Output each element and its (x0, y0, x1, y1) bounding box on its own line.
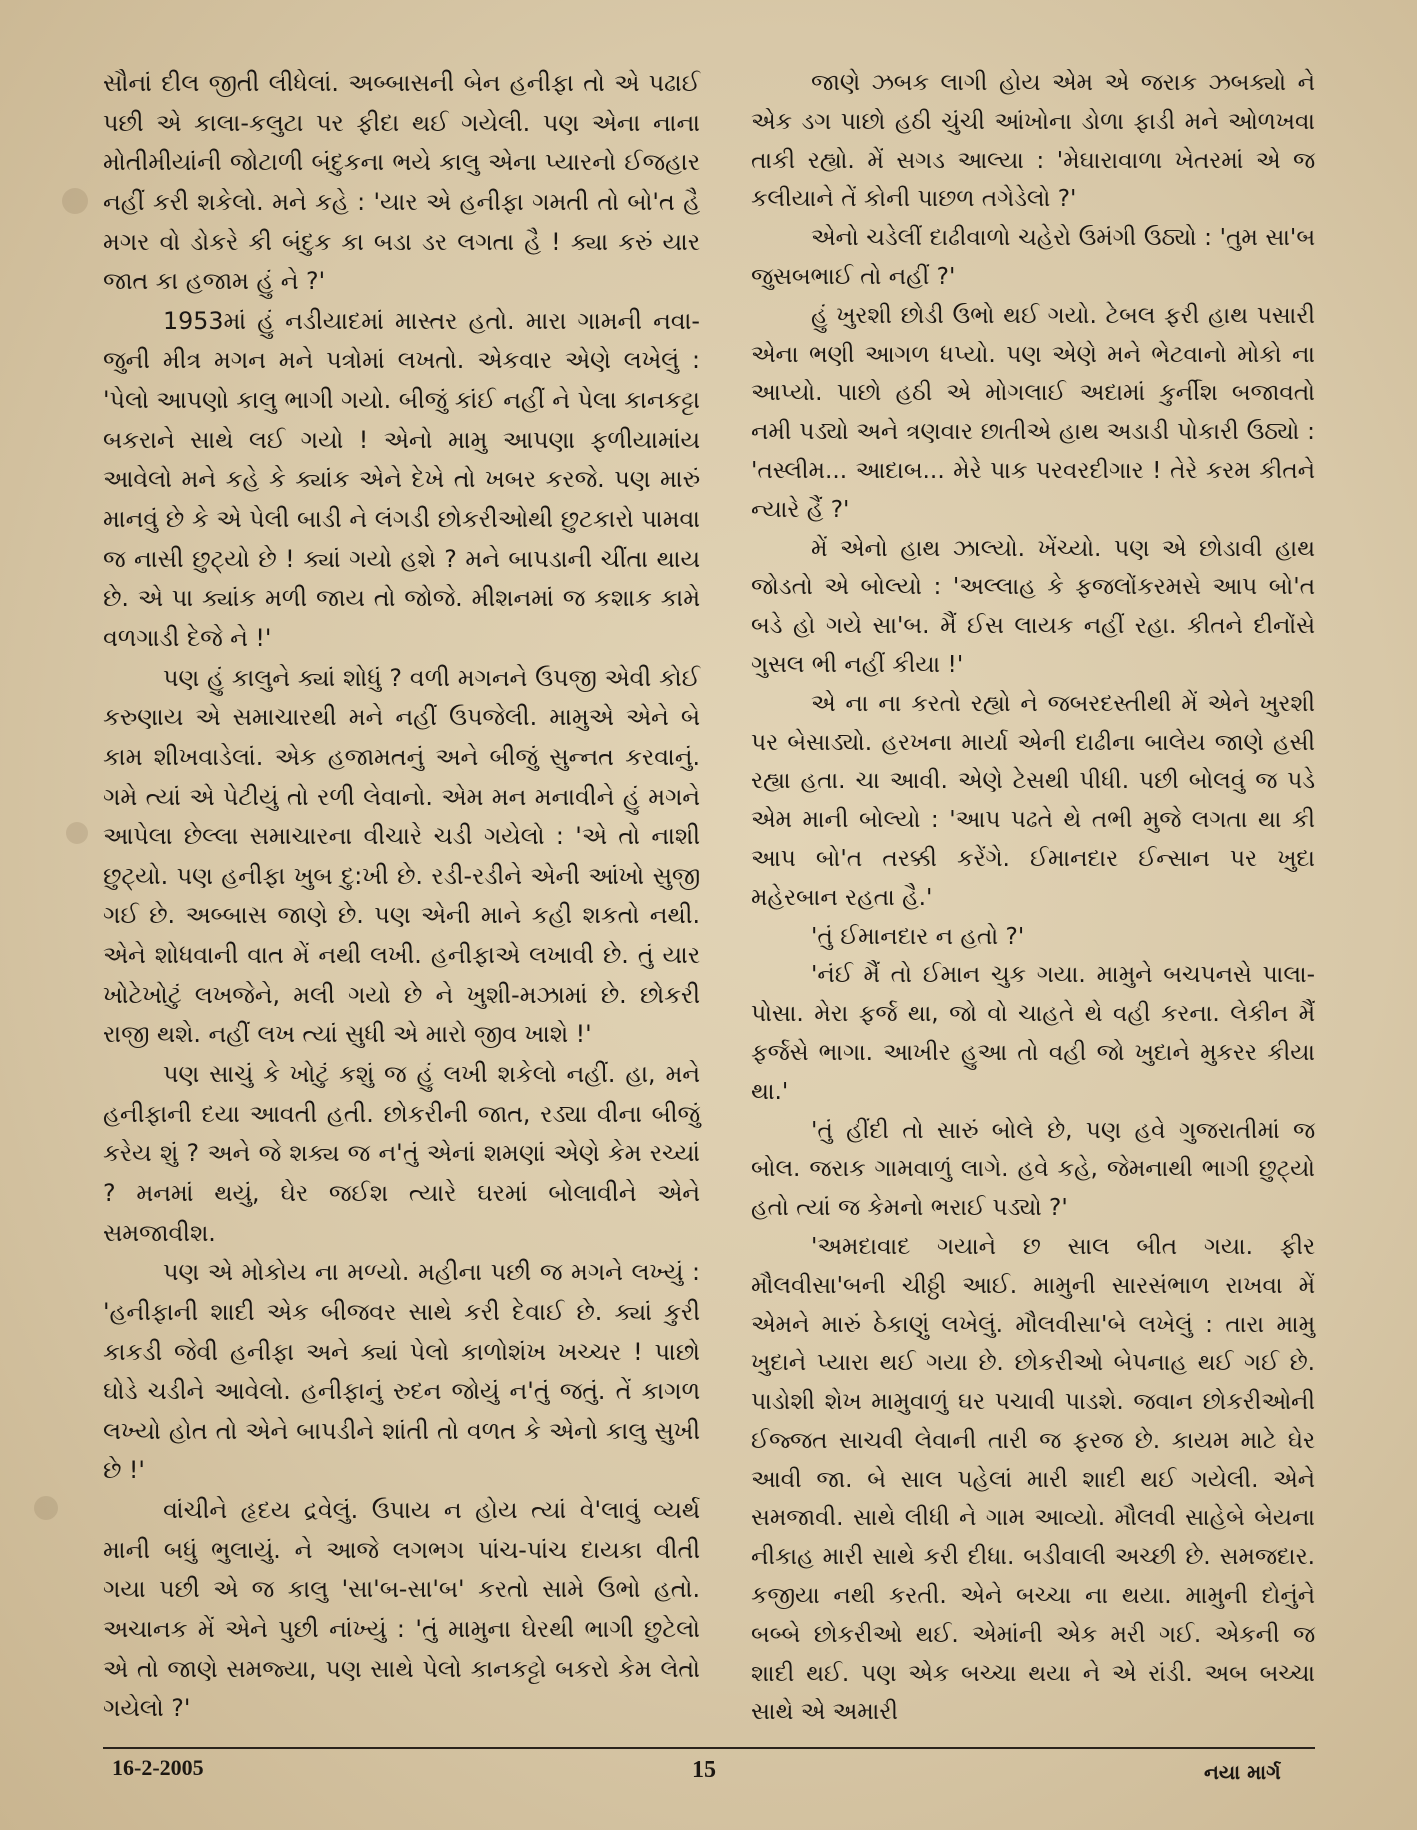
paragraph: 'નંઈ મૈં તો ઈમાન ચુક ગયા. મામુને બચપનસે પાલા-પોસા. મેરા ફર્જ થા, જો વો ચાહતે થે વહી કરના. લેકીન મૈં ફર્જસે ભાગા. આખીર હુઆ તો વહી જો ખુદાને મુકરર કીયા થા.' (751, 961, 1315, 1105)
footer-rule (103, 1747, 1315, 1749)
paragraph: એનો ચડેલીં દાઢીવાળો ચહેરો ઉમંગી ઉઠ્યો : 'તુમ સા'બ જુસબભાઈ તો નહીં ?' (751, 224, 1315, 290)
paragraph: 1953માં હું નડીયાદમાં માસ્તર હતો. મારા ગામની નવા-જુની મીત્ર મગન મને પત્રોમાં લખતો. એકવાર એણે લખેલું : 'પેલો આપણો કાલુ ભાગી ગયો. બીજું કાંઈ નહીં ને પેલા કાનકટ્ટા બકરાને સાથે લઈ ગયો ! એનો મામુ આપણા ફળીયામાંય આવેલો મને કહે કે ક્યાંક એને દેખે તો ખબર કરજે. પણ મારું માનવું છે કે એ પેલી બાડી ને લંગડી છોકરીઓથી છુટકારો પામવા જ નાસી છુટ્યો છે ! ક્યાં ગયો હશે ? મને બાપડાની ચીંતા થાય છે. એ પા ક્યાંક મળી જાય તો જોજે. મીશનમાં જ કશાક કામે વળગાડી દેજે ને !' (103, 306, 700, 652)
page-number: 15 (692, 1757, 716, 1783)
paragraph: પણ હું કાલુને ક્યાં શોધું ? વળી મગનને ઉપજી એવી કોઈ કરુણાય એ સમાચારથી મને નહીં ઉપજેલી. મામુએ એને બે કામ શીખવાડેલાં. એક હજામતનું અને બીજું સુન્નત કરવાનું. ગમે ત્યાં એ પેટીયું તો રળી લેવાનો. એમ મન મનાવીને હું મગને આપેલા છેલ્લા સમાચારના વીચારે ચડી ગયેલો : 'એ તો નાશી છુટ્યો. પણ હનીફા ખુબ દુ:ખી છે. રડી-રડીને એની આંખો સુજી ગઈ છે. અબ્બાસ જાણે છે. પણ એની માને કહી શકતો નથી. એને શોધવાની વાત મેં નથી લખી. હનીફાએ લખાવી છે. તું યાર ખોટેખોટું લખજેને, મલી ગયો છે ને ખુશી-મઝામાં છે. છોકરી રાજી થશે. નહીં લખ ત્યાં સુધી એ મારો જીવ ખાશે !' (103, 663, 700, 1049)
paragraph: 'અમદાવાદ ગયાને છ સાલ બીત ગયા. ફીર મૌલવીસા'બની ચીઠ્ઠી આઈ. મામુની સારસંભાળ રાખવા મેં એમને મારું ઠેકાણું લખેલું. મૌલવીસા'બે લખેલું : તારા મામુ ખુદાને પ્યારા થઈ ગયા છે. છોકરીઓ બેપનાહ થઈ ગઈ છે. પાડોશી શેખ મામુવાળું ઘર પચાવી પાડશે. જવાન છોકરીઓની ઈજ્જત સાચવી લેવાની તારી જ ફરજ છે. કાયમ માટે ઘેર આવી જા. બે સાલ પહેલાં મારી શાદી થઈ ગયેલી. એને સમજાવી. સાથે લીધી ને ગામ આવ્યો. મૌલવી સાહેબે બેયના નીકાહ મારી સાથે કરી દીધા. બડીવાલી અચ્છી છે. સમજદાર. કજીયા નથી કરતી. એને બચ્ચા ના થયા. મામુની દોનુંને બબ્બે છોકરીઓ થઈ. એમાંની એક મરી ગઈ. એકની જ શાદી થઈ. પણ એક બચ્ચા થયા ને એ રાંડી. અબ બચ્ચા સાથે એ અમારી (751, 1232, 1315, 1726)
paragraph: જાણે ઝબક લાગી હોય એમ એ જરાક ઝબક્યો ને એક ડગ પાછો હઠી ચુંચી આંખોના ડોળા ફાડી મને ઓળખવા તાકી રહ્યો. મેં સગડ આલ્યા : 'મેઘારાવાળા ખેતરમાં એ જ કલીયાને તેં કોની પાછળ તગેડેલો ?' (751, 69, 1315, 213)
paragraph: પણ એ મોકોય ના મળ્યો. મહીના પછી જ મગને લખ્યું : 'હનીફાની શાદી એક બીજવર સાથે કરી દેવાઈ છે. ક્યાં કુરી કાકડી જેવી હનીફા અને ક્યાં પેલો કાળોશંખ ખચ્ચર ! પાછો ઘોડે ચડીને આવેલો. હનીફાનું રુદન જોયું ન'તું જતું. તેં કાગળ લખ્યો હોત તો એને બાપડીને શાંતી તો વળત કે એનો કાલુ સુખી છે !' (103, 1258, 700, 1485)
paragraph: એ ના ના કરતો રહ્યો ને જબરદસ્તીથી મેં એને ખુરશી પર બેસાડ્યો. હરખના માર્યા એની દાઢીના બાલેય જાણે હસી રહ્યા હતા. ચા આવી. એણે ટેસથી પીધી. પછી બોલવું જ પડે એમ માની બોલ્યો : 'આપ પઢતે થે તભી મુજે લગતા થા કી આપ બો'ત તરક્કી કરેંગે. ઈમાનદાર ઈન્સાન પર ખુદા મહેરબાન રહતા હૈ.' (751, 689, 1315, 911)
paragraph: હું ખુરશી છોડી ઉભો થઈ ગયો. ટેબલ ફરી હાથ પસારી એના ભણી આગળ ધપ્યો. પણ એણે મને ભેટવાનો મોકો ના આપ્યો. પાછો હઠી એ મોગલાઈ અદામાં કુર્નીશ બજાવતો નમી પડ્યો અને ત્રણવાર છાતીએ હાથ અડાડી પોકારી ઉઠ્યો : 'તસ્લીમ... આદાબ... મેરે પાક પરવરદીગાર ! તેરે કરમ કીતને ન્યારે હૈં ?' (751, 301, 1315, 523)
footer-date: 16-2-2005 (112, 1755, 204, 1780)
paragraph: 'તું હીંદી તો સારું બોલે છે, પણ હવે ગુજરાતીમાં જ બોલ. જરાક ગામવાળું લાગે. હવે કહે, જેમનાથી ભાગી છુટ્યો હતો ત્યાં જ કેમનો ભરાઈ પડ્યો ?' (751, 1116, 1315, 1222)
paper-stain (66, 822, 88, 844)
left-column (103, 64, 700, 1729)
magazine-name: નયા માર્ગ (1204, 1760, 1281, 1784)
paragraph: સૌનાં દીલ જીતી લીધેલાં. અબ્બાસની બેન હનીફા તો એ પઢાઈ પછી એ કાલા-કલુટા પર ફીદા થઈ ગયેલી. પણ એના નાના મોતીમીયાંની જોટાળી બંદુકના ભયે કાલુ એના પ્યારનો ઈજહાર નહીં કરી શકેલો. મને કહે : 'યાર એ હનીફા ગમતી તો બો'ત હૈ મગર વો ડોકરે કી બંદુક કા બડા ડર લગતા હૈ ! ક્યા કરું યાર જાત કા હજામ હું ને ?' (103, 69, 700, 296)
paper-stain (34, 1496, 58, 1520)
paragraph: મેં એનો હાથ ઝાલ્યો. ખેંચ્યો. પણ એ છોડાવી હાથ જોડતો એ બોલ્યો : 'અલ્લાહ કે ફજલોંકરમસે આપ બો'ત બડે હો ગયે સા'બ. મૈં ઈસ લાયક નહીં રહા. કીતને દીનોંસે ગુસલ ભી નહીં કીયા !' (751, 534, 1315, 678)
paragraph: વાંચીને હૃદય દ્રવેલું. ઉપાય ન હોય ત્યાં વે'લાવું વ્યર્થ માની બધું ભુલાયું. ને આજે લગભગ પાંચ-પાંચ દાયકા વીતી ગયા પછી એ જ કાલુ 'સા'બ-સા'બ' કરતો સામે ઉભો હતો. અચાનક મેં એને પુછી નાંખ્યું : 'તું મામુના ઘેરથી ભાગી છુટેલો એ તો જાણે સમજ્યા, પણ સાથે પેલો કાનકટ્ટો બકરો કેમ લેતો ગયેલો ?' (103, 1496, 700, 1723)
paragraph: પણ સાચું કે ખોટું કશું જ હું લખી શકેલો નહીં. હા, મને હનીફાની દયા આવતી હતી. છોકરીની જાત, રડ્યા વીના બીજું કરેય શું ? અને જે શક્ય જ ન'તું એનાં શમણાં એણે કેમ રચ્યાં ? મનમાં થયું, ઘેર જઈશ ત્યારે ઘરમાં બોલાવીને એને સમજાવીશ. (103, 1060, 700, 1247)
paragraph: 'તું ઈમાનદાર ન હતો ?' (811, 922, 1025, 950)
right-column (751, 64, 1315, 1732)
paper-stain (62, 188, 88, 214)
